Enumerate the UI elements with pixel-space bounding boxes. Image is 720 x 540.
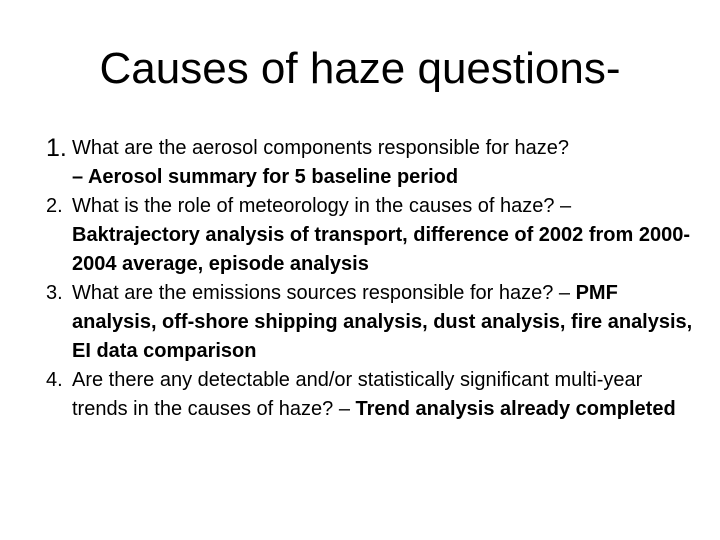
- list-item: [46, 134, 696, 192]
- item-answer: Baktrajectory analysis of transport, difference of 2002 from 2000-2004 average, episode analysis: [72, 224, 691, 275]
- item-number: 3.: [46, 282, 63, 304]
- item-body: [72, 192, 696, 279]
- item-question: What are the aerosol components responsible for haze?: [72, 137, 569, 159]
- item-body: [72, 279, 696, 366]
- item-number: 1.: [46, 134, 67, 162]
- item-answer: PMF analysis, off-shore shipping analysis, dust analysis, fire analysis, EI data comparison: [72, 282, 693, 362]
- item-body: [72, 134, 696, 192]
- item-question: What are the emissions sources responsible for haze? –: [72, 282, 571, 304]
- list-item: [46, 192, 696, 279]
- item-answer: Trend analysis already completed: [355, 398, 676, 420]
- list-item: [46, 366, 696, 424]
- item-question: Are there any detectable and/or statistically significant multi-year trends in the causes of haze? –: [72, 369, 643, 420]
- item-body: [72, 366, 696, 424]
- item-question: What is the role of meteorology in the causes of haze? –: [72, 195, 572, 217]
- question-list: [46, 134, 696, 424]
- item-number: 2.: [46, 195, 63, 217]
- item-answer: – Aerosol summary for 5 baseline period: [72, 166, 459, 188]
- item-number: 4.: [46, 369, 63, 391]
- slide-title: Causes of haze questions-: [99, 44, 621, 93]
- list-item: [46, 279, 696, 366]
